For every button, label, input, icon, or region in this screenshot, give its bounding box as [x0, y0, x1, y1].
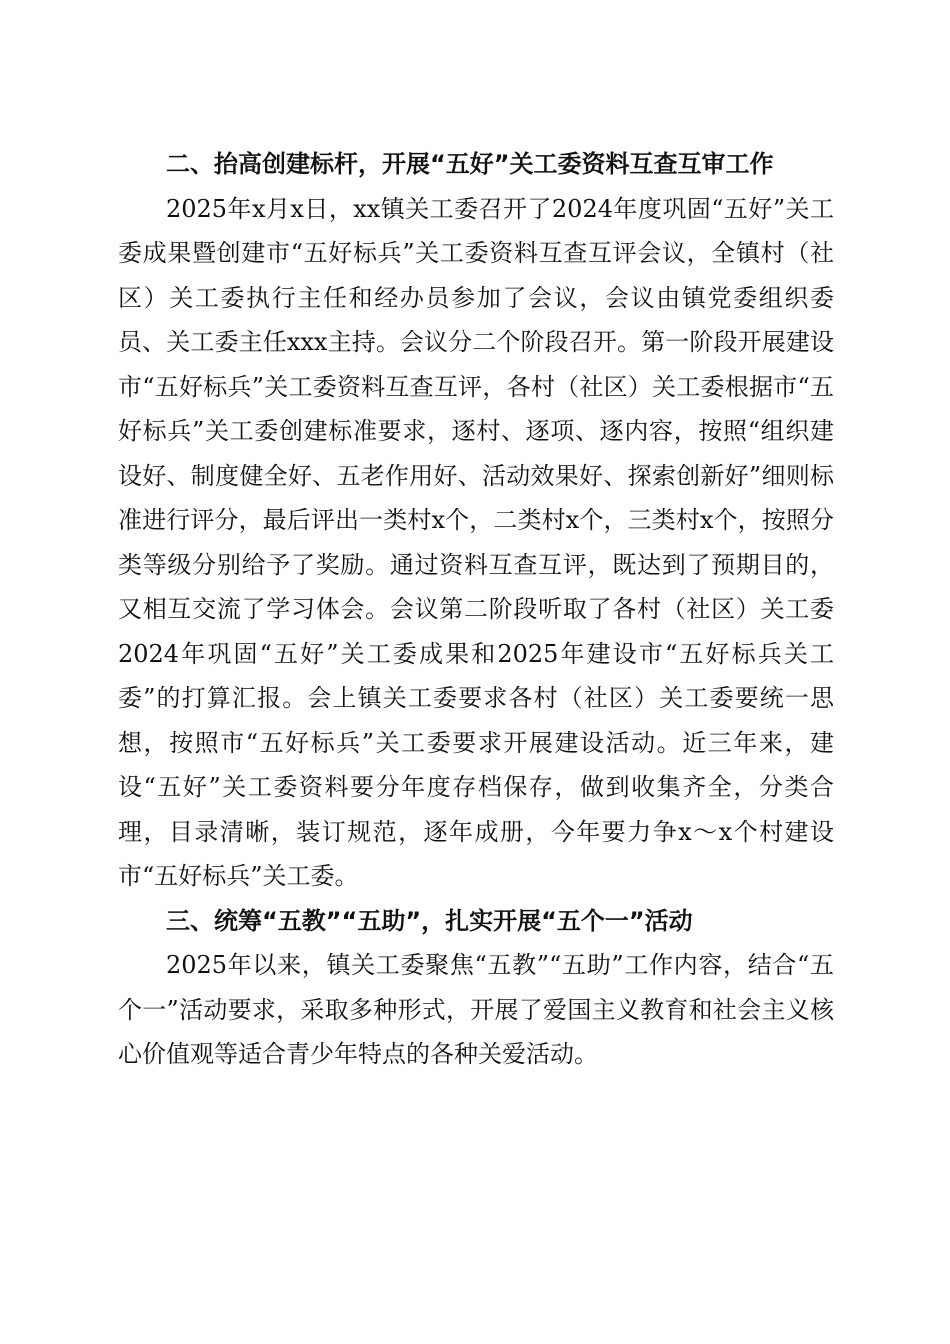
- document-body: [118, 142, 834, 1077]
- section-3-paragraph: 2025年以来，镇关工委聚焦“五教”“五助”工作内容，结合“五个一”活动要求，采取多种形式，开展了爱国主义教育和社会主义核心价值观等适合青少年特点的各种关爱活动。: [118, 951, 834, 1068]
- section-3-heading: 三、统筹“五教”“五助”，扎实开展“五个一”活动: [166, 906, 693, 935]
- section-2-paragraph: 2025年x月x日，xx镇关工委召开了2024年度巩固“五好”关工委成果暨创建市“五好标兵”关工委资料互查互评会议，全镇村（社区）关工委执行主任和经办员参加了会议，会议由镇党委组织委员、关工委主任xxx主持。会议分二个阶段召开。第一阶段开展建设市“五好标兵”关工委资料互查互评，各村（社区）关工委根据市“五好标兵”关工委创建标准要求，逐村、逐项、逐内容，按照“组织建设好、制度健全好、五老作用好、活动效果好、探索创新好”细则标准进行评分，最后评出一类村x个，二类村x个，三类村x个，按照分类等级分别给予了奖励。通过资料互查互评，既达到了预期目的，又相互交流了学习体会。会议第二阶段听取了各村（社区）关工委2024年巩固“五好”关工委成果和2025年建设市“五好标兵关工委”的打算汇报。会上镇关工委要求各村（社区）关工委要统一思想，按照市“五好标兵”关工委要求开展建设活动。近三年来，建设“五好”关工委资料要分年度存档保存，做到收集齐全，分类合理，目录清晰，装订规范，逐年成册，今年要力争x～x个村建设市“五好标兵”关工委。: [118, 194, 834, 890]
- section-2-heading: 二、抬高创建标杆，开展“五好”关工委资料互查互审工作: [166, 150, 774, 178]
